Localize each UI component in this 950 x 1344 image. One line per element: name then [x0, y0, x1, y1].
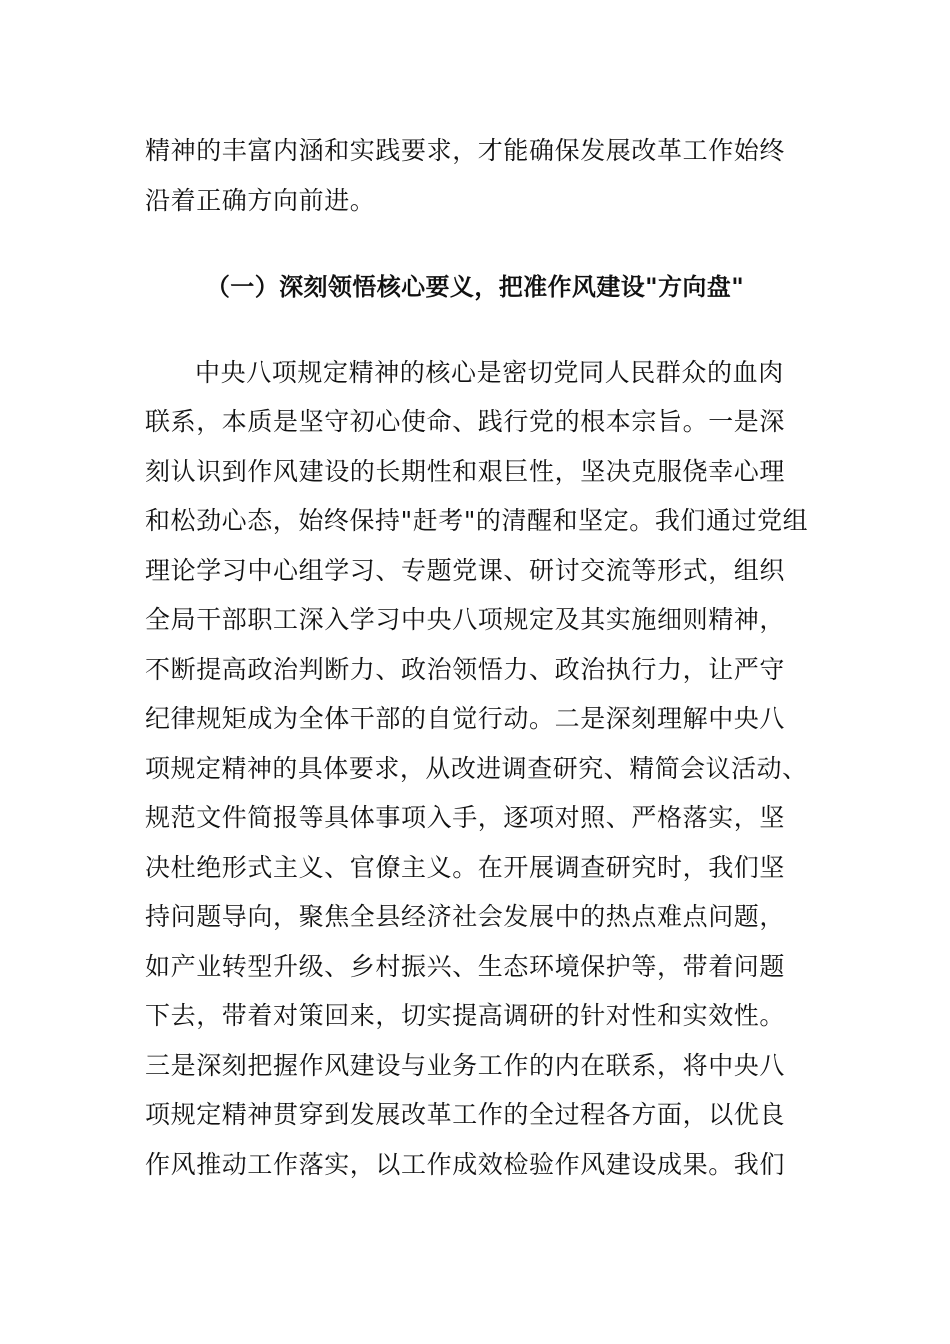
body-line-10: 规范文件简报等具体事项入手，逐项对照、严格落实，坚 [145, 803, 786, 832]
body-line-5: 理论学习中心组学习、专题党课、研讨交流等形式，组织 [145, 556, 786, 585]
body-line-15: 三是深刻把握作风建设与业务工作的内在联系，将中央八 [145, 1051, 786, 1080]
body-line-3: 刻认识到作风建设的长期性和艰巨性，坚决克服侥幸心理 [145, 457, 786, 486]
body-line-13: 如产业转型升级、乡村振兴、生态环境保护等，带着问题 [145, 952, 786, 981]
section-heading: （一）深刻领悟核心要义，把准作风建设"方向盘" [205, 273, 745, 301]
body-line-2: 联系，本质是坚守初心使命、践行党的根本宗旨。一是深 [145, 407, 786, 436]
body-line-8: 纪律规矩成为全体干部的自觉行动。二是深刻理解中央八 [145, 704, 786, 733]
body-line-11: 决杜绝形式主义、官僚主义。在开展调查研究时，我们坚 [145, 853, 786, 882]
body-line-4: 和松劲心态，始终保持"赶考"的清醒和坚定。我们通过党组 [145, 506, 809, 535]
intro-line-2: 沿着正确方向前进。 [145, 186, 376, 215]
body-line-6: 全局干部职工深入学习中央八项规定及其实施细则精神， [145, 605, 786, 634]
body-line-12: 持问题导向，聚焦全县经济社会发展中的热点难点问题， [145, 902, 786, 931]
body-line-7: 不断提高政治判断力、政治领悟力、政治执行力，让严守 [145, 655, 786, 684]
body-line-17: 作风推动工作落实，以工作成效检验作风建设成果。我们 [145, 1150, 786, 1179]
body-line-9: 项规定精神的具体要求，从改进调查研究、精简会议活动、 [145, 754, 808, 783]
body-line-16: 项规定精神贯穿到发展改革工作的全过程各方面，以优良 [145, 1100, 786, 1129]
intro-line-1: 精神的丰富内涵和实践要求，才能确保发展改革工作始终 [145, 136, 786, 165]
body-line-1: 中央八项规定精神的核心是密切党同人民群众的血肉 [195, 358, 784, 387]
body-line-14: 下去，带着对策回来，切实提高调研的针对性和实效性。 [145, 1001, 786, 1030]
